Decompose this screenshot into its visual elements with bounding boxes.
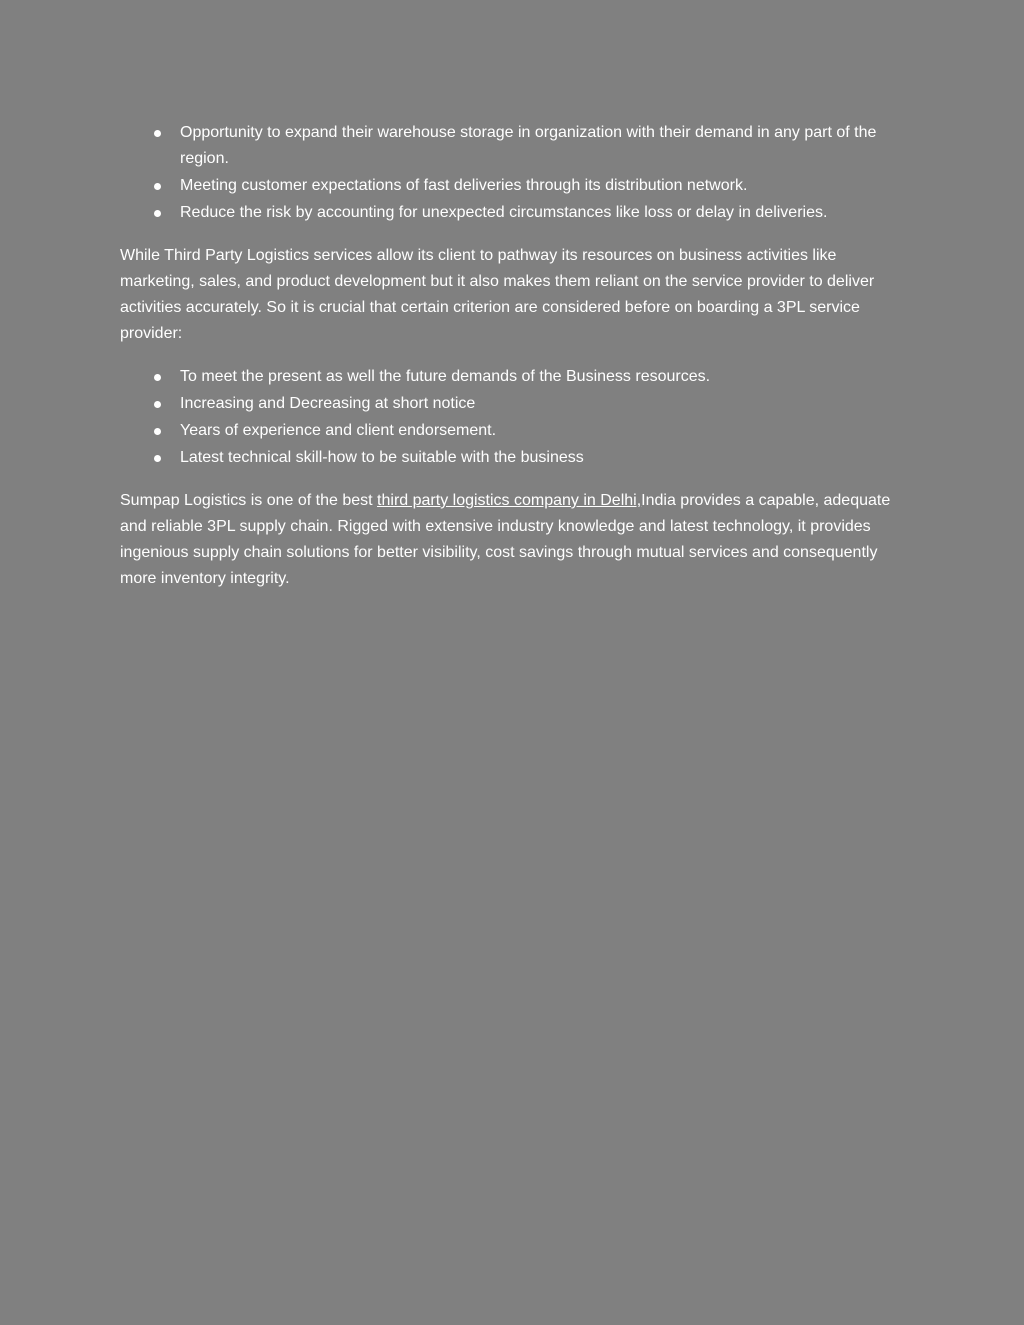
list-item <box>120 200 910 226</box>
list-item <box>120 173 910 199</box>
bullet-icon <box>154 455 161 462</box>
bullet-icon <box>154 210 161 217</box>
list-item-text: Increasing and Decreasing at short notice <box>180 395 476 412</box>
list-item-text: To meet the present as well the future demands of the Business resources. <box>180 368 711 385</box>
company-paragraph <box>120 488 910 592</box>
list-item <box>120 391 910 417</box>
bullet-icon <box>154 401 161 408</box>
bullet-icon <box>154 183 161 190</box>
list-item <box>120 445 910 471</box>
list-item-text: Reduce the risk by accounting for unexpected circumstances like loss or delay in deliveries. <box>180 204 828 221</box>
list-item <box>120 364 910 390</box>
list-item-text: Latest technical skill-how to be suitable with the business <box>180 449 584 466</box>
bullet-icon <box>154 374 161 381</box>
list-item-text: Years of experience and client endorsement. <box>180 422 497 439</box>
list-item-text: Meeting customer expectations of fast deliveries through its distribution network. <box>180 177 748 194</box>
benefits-list <box>120 120 910 226</box>
paragraph-text-after-link: India provides a capable, adequate and reliable 3PL supply chain. Rigged with extensive industry knowledge and latest technology, it provides ingenious supply chain solutions for better visibility, cost savings through mutual services and consequently more inventory integrity. <box>120 492 891 587</box>
paragraph-text-before-link: Sumpap Logistics is one of the best <box>120 492 378 509</box>
list-item <box>120 120 910 172</box>
intro-paragraph: While Third Party Logistics services allow its client to pathway its resources on business activities like marketing, sales, and product development but it also makes them reliant on the service provider to deliver activities accurately. So it is crucial that certain criterion are considered before on boarding a 3PL service provider: <box>120 247 875 342</box>
company-link[interactable]: third party logistics company in Delhi, <box>377 492 642 509</box>
criteria-list <box>120 364 910 471</box>
list-item <box>120 418 910 444</box>
bullet-icon <box>154 428 161 435</box>
list-item-text: Opportunity to expand their warehouse storage in organization with their demand in any part of the region. <box>180 124 877 167</box>
document-content <box>120 120 910 592</box>
bullet-icon <box>154 130 161 137</box>
